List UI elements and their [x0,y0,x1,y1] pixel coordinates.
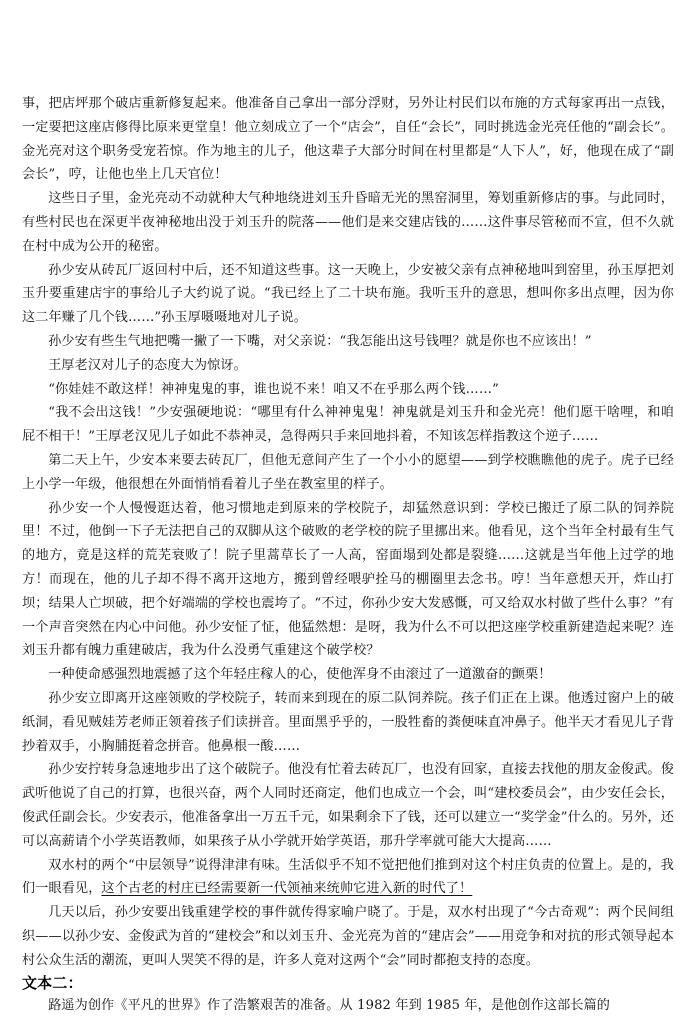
paragraph-text: 孙少安拧转身急速地步出了这个破院子。他没有忙着去砖瓦厂，也没有回家，直接去找他的朋友金俊武。俊武听他说了自己的打算，也很兴奋，两个人同时还商定，他们也成立一个会，叫“建校委员会”，由少安任会长，俊武任副会长。少安表示，他准备拿出一万五千元，如果剩余下了钱，还可以建立一“奖学金”什么的。另外，还可以高薪请个小学英语教师，如果孩子从小学就开始学英语，那升学率就可能大大提高…… [22,762,674,849]
paragraph-text: 路遥为创作《平凡的世界》作了浩繁艰苦的准备。从 1982 年到 1985 年，是他创作这部长篇的 [48,998,611,1014]
paragraph [22,854,674,902]
paragraph-text: 几天以后，孙少安要出钱重建学校的事件就传得家喻户晓了。于是，双水村出现了“今古奇观”：两个民间组织——以孙少安、金俊武为首的“建校会”和以刘玉升、金光亮为首的“建店会”——用竞争和对抗的形式领导起本村公众生活的潮流，更叫人哭笑不得的是，许多人竟对这两个“会”同时都抱支持的态度。 [22,905,674,968]
paragraph-text: 王厚老汉对儿子的态度大为惊讶。 [48,357,247,373]
paragraph-text: 第二天上午，少安本来要去砖瓦厂，但他无意间产生了一个小小的愿望——到学校瞧瞧他的虎子。虎子已经上小学一年级，他很想在外面悄悄看着儿子坐在教室里的样子。 [22,452,674,492]
paragraph-text: 孙少安从砖瓦厂返回村中后，还不知道这些事。这一天晚上，少安被父亲有点神秘地叫到窑里，孙玉厚把刘玉升要重建店宇的事给儿子大约说了说。“我已经上了二十块布施。我听玉升的意思，想叫你多出点哩，因为你这二年赚了几个钱……”孙玉厚嗫嗫地对儿子说。 [22,262,674,326]
paragraph-text: 双水村的两个“中层领导”说得津津有味。生活似乎不知不觉把他们推到对这个村庄负责的位置上。是的，我们一眼看见， [22,857,674,897]
paragraph [22,687,674,758]
section-heading-text-two: 文本二： [22,974,83,993]
paragraph [22,330,674,354]
paragraph [22,401,674,449]
paragraph-text: “我不会出这钱！”少安强硬地说：“哪里有什么神神鬼鬼！神鬼就是刘玉升和金光亮！他们愿干啥哩，和咱屁不相干！”王厚老汉见儿子如此不恭神灵，急得两只手来回地抖着，不知该怎样指教这个逆子…… [22,405,674,445]
underlined-sentence: 这个古老的村庄已经需要新一代领袖来统帅它进入新的时代了！ [101,881,473,897]
paragraph-text: 事，把店坪那个破店重新修复起来。他准备自己拿出一部分浮财，另外让村民们以布施的方式每家再出一点钱，一定要把这座店修得比原来更堂皇！他立刻成立了一个“店会”，自任“会长”，同时挑选金光亮任他的“副会长”。金光亮对这个职务受宠若惊。作为地主的儿子，他这辈子大部分时间在村里都是“人下人”，好，他现在成了“副会长”，哼，让他也坐上几天官位！ [22,96,674,183]
paragraph [22,994,674,1018]
paragraph-text: 孙少安立即离开这座领败的学校院子，转而来到现在的原二队饲养院。孩子们正在上课。他透过窗户上的破纸洞，看见贼娃芳老师正领着孩子们读拼音。里面黑乎乎的，一股牲畜的粪便味直冲鼻子。他半天才看见儿子背抄着双手，小胸脯挺着念拼音。他鼻根一酸…… [22,690,674,754]
paragraph-text: 孙少安一个人慢慢逛达着，他习惯地走到原来的学校院子，却猛然意识到：学校已搬迁了原二队的饲养院里！不过，他倒一下子无法把自己的双脚从这个破败的老学校的院子里挪出来。他看见，这个当年全村最有生气的地方，竟是这样的荒芜衰败了！院子里蒿草长了一人高，窑面塌到处都是裂缝……这就是当年他上过学的地方！而现在，他的儿子却不得不离开这地方，搬到曾经喂驴拴马的棚圈里去念书。哼！当年意想天开，炸山打坝；结果人亡坝破，把个好端端的学校也震垮了。“不过，你孙少安大发感慨，可又给双水村做了些什么事？”有一个声音突然在内心中问他。孙少安怔了怔，他猛然想：是呀，我为什么不可以把这座学校重新建造起来呢？连刘玉升都有魄力重建破店，我为什么没勇气重建这个破学校？ [22,500,674,659]
paragraph [22,354,674,378]
paragraph-text: “你娃娃不敢这样！神神鬼鬼的事，谁也说不来！咱又不在乎那么两个钱……” [48,381,499,397]
paragraph [22,92,674,187]
document-body [22,92,674,1018]
paragraph-text: 一种使命感强烈地震撼了这个年轻庄稼人的心，使他浑身不由滚过了一道激奋的颤栗！ [48,667,552,683]
paragraph [22,663,674,687]
paragraph-text: 孙少安有些生气地把嘴一撇了一下嘴，对父亲说：“我怎能出这号钱哩？就是你也不应该出！” [48,333,592,349]
paragraph-text: 这些日子里，金光亮动不动就种大气种地绕进刘玉升昏暗无光的黑窑洞里，筹划重新修店的事。与此同时，有些村民也在深更半夜神秘地出没于刘玉升的院落——他们是来交建店钱的……这件事尽管秘而不宣，但不久就在村中成为公开的秘密。 [22,191,674,254]
text-two [22,994,674,1018]
paragraph [22,901,674,972]
paragraph [22,259,674,330]
text-one [22,92,674,972]
paragraph [22,187,674,258]
paragraph [22,449,674,497]
paragraph [22,758,674,853]
paragraph [22,378,674,402]
paragraph [22,497,674,664]
